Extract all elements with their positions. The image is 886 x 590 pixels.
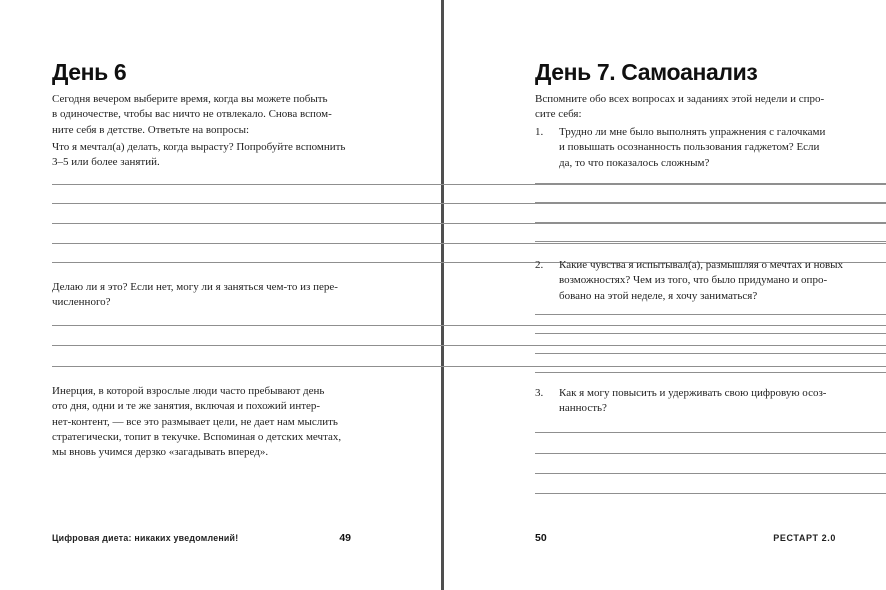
writing-line bbox=[535, 223, 886, 243]
intro-paragraph: Вспомните обо всех вопросах и заданиях этой недели и спро- сите себя: bbox=[535, 93, 825, 121]
writing-line bbox=[535, 164, 886, 184]
question-text: Как я могу повысить и удерживать свою цифровую осоз- нанность? bbox=[559, 387, 827, 415]
question-number: 3. bbox=[535, 387, 544, 399]
book-title-footer-label: РЕСТАРТ 2.0 bbox=[773, 533, 836, 543]
right-page-footer bbox=[535, 532, 836, 544]
page-number-50: 50 bbox=[535, 532, 547, 544]
writing-line bbox=[535, 184, 886, 204]
page-title-day7: День 7. Самоанализ bbox=[535, 59, 758, 85]
writing-line bbox=[535, 315, 886, 335]
left-page-footer bbox=[52, 532, 351, 544]
answer-lines-block-2 bbox=[535, 295, 886, 373]
chapter-footer-label: Цифровая диета: никаких уведомлений! bbox=[52, 533, 239, 543]
writing-line bbox=[535, 203, 886, 223]
answer-lines-block-1 bbox=[535, 164, 886, 242]
question-item-3 bbox=[535, 386, 836, 417]
page-title-day6: День 6 bbox=[52, 59, 127, 85]
page-spine-divider bbox=[441, 0, 444, 590]
writing-line bbox=[535, 295, 886, 315]
page-number-49: 49 bbox=[339, 532, 351, 544]
answer-lines-block-3 bbox=[535, 413, 886, 494]
question-text: Трудно ли мне было выполнять упражнения с галочками и повышать осознанность пользования гаджетом? Если да, то что показалось сложным? bbox=[559, 126, 826, 169]
question-doing-prompt: Делаю ли я это? Если нет, могу ли я заняться чем-то из пере- численного? bbox=[52, 281, 338, 309]
writing-line bbox=[535, 474, 886, 494]
question-text: Какие чувства я испытывал(а), размышляя о мечтах и новых возможностях? Чем из того, что было придумано и опро- бовано на этой неделе, я хочу заниматься? bbox=[559, 259, 844, 302]
writing-line bbox=[535, 413, 886, 433]
question-number: 1. bbox=[535, 126, 544, 138]
writing-line bbox=[535, 454, 886, 474]
intro-paragraph: Сегодня вечером выберите время, когда вы можете побыть в одиночестве, чтобы вас ничто не отвлекало. Снова вспом- ните себя в детстве. Ответьте на вопросы: bbox=[52, 93, 332, 136]
writing-line bbox=[535, 334, 886, 354]
writing-line bbox=[535, 354, 886, 374]
closing-paragraph: Инерция, в которой взрослые люди часто пребывают день ото дня, одни и те же занятия, включая и похожий интер- нет-контент, — все это размывает цели, не дает нам мыслить стратегически, топит в текучке. Вспоминая о детских мечтах, мы вновь учимся дерзко «загадывать вперед». bbox=[52, 385, 342, 459]
writing-line bbox=[535, 433, 886, 453]
question-number: 2. bbox=[535, 259, 544, 271]
question-dream-prompt: Что я мечтал(а) делать, когда вырасту? Попробуйте вспомнить 3–5 или более занятий. bbox=[52, 141, 346, 169]
